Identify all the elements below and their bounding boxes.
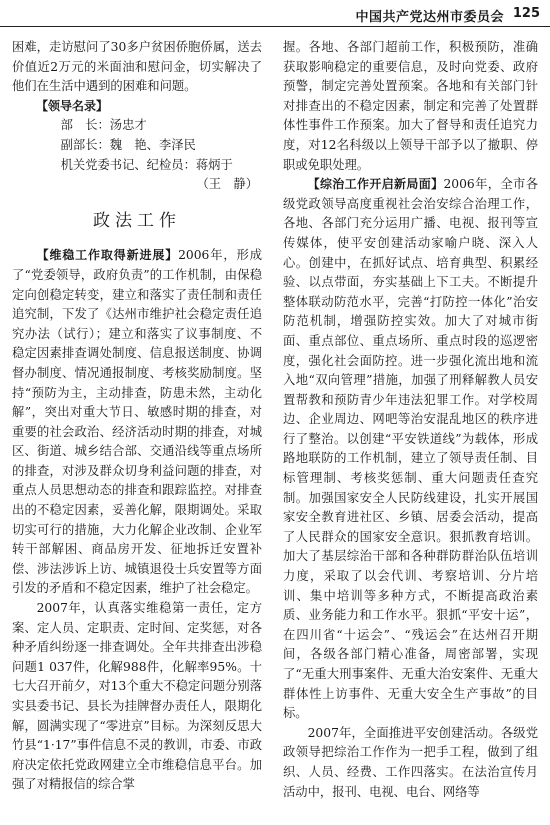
paragraph xyxy=(283,175,538,724)
paragraph-text: 2006年，全市各级党政领导高度重视社会治安综合治理工作，各地、各部门充分运用广播、电视、报刊等宣传媒体，使平安创建活动家喻户晓、深入人心。创建中，在抓好试点、培育典型、积累经验、以点带面，夯实基础上下工夫。不断提升整体联动防范水平，完善“打防控一体化”治安防范机制，增强防控实效。加大了对城市街面、重点部位、重点场所、重点时段的巡逻密度，强化社会面防控。进一步强化流出地和流入地“双向管理”措施，加强了刑释解教人员安置帮教和预防青少年违法犯罪工作。对学校周边、企业周边、网吧等治安混乱地区的秩序进行了整治。以创建“平安铁道线”为载体，形成路地联防的工作机制，建立了领导责任制、目标管理制、考核奖惩制、重大问题责任查究制。加强国家安全人民防线建设，扎实开展国家安全教育进社区、乡镇、居委会活动，提高了人民群众的国家安全意识。狠抓教育培训。加大了基层综治干部和各种群防群治队伍培训力度，采取了以会代训、考察培训、分片培训、集中培训等多种方式，不断提高政治素质、业务能力和工作水平。狠抓“平安十运”，在四川省“十运会”、“残运会”在达州召开期间，各级各部门精心准备，周密部署，实现了“无重大刑事案件、无重大治安案件、无重大群体性上访事件、无重大安全生产事故”的目标。 xyxy=(283,177,538,721)
left-column xyxy=(12,38,262,795)
paragraph-lead: 【综治工作开启新局面】 xyxy=(307,177,444,192)
leaders-heading: 【领导名录】 xyxy=(36,98,109,113)
paragraph: 2007年，认真落实维稳第一责任，定方案、定人员、定职责、定时间、定奖惩，对各种矛盾纠纷逐一排查调处。全年共排查出涉稳问题1 037件，化解988件，化解率95%。十七大召开前夕，对13个重大不稳定问题分别落实县委书记、县长为挂牌督办责任人，限期化解，圆满实现了“零进京”目标。为深刻反思大竹县“1·17”事件信息不灵的教训，市委、市政府决定依托党政网建立全市维稳信息平台。加强了对精报信的综合掌 xyxy=(12,601,262,792)
paragraph-text: 2006年，形成了“党委领导，政府负责”的工作机制，由保稳定向创稳定转变，建立和落实了责任制和责任追究制，下发了《达州市维护社会稳定责任追究办法（试行）；建立和落实了议事制度、不稳定因素排查调处制度、信息报送制度、协调督办制度、情况通报制度、考核奖励制度。坚持“预防为主，主动排查，防患未然，主动化解”，突出对重大节日、敏感时期的排查，对重要的社会政治、经济活动时期的排查，对城区、街道、城乡结合部、交通沿线等重点场所的排查，对涉及群众切身利益问题的排查，对重点人员思想动态的排查和跟踪监控。对排查出的不稳定因素，妥善化解，限期调处。采取切实可行的措施，大力化解企业改制、企业军转干部解困、商品房开发、征地拆迁安置补偿、涉法涉诉上访、城镇退役士兵安置等方面引发的矛盾和不稳定因素，维护了社会稳定。 xyxy=(12,248,262,596)
continued-paragraph: 困难，走访慰问了30多户贫困侨胞侨属，送去价值近2万元的米面油和慰问金，切实解决了他们在生活中遇到的困难和问题。 xyxy=(12,40,262,94)
running-header xyxy=(0,0,550,27)
author-credit: （王 静） xyxy=(196,177,258,192)
continued-paragraph: 握。各地、各部门超前工作，积极预防，准确获取影响稳定的重要信息，及时向党委、政府预警，制定完善处置预案。各地和有关部门针对排查出的不稳定因素，制定和完善了处置群体性事件工作预案。加大了督导和责任追究力度，对12名科级以上领导干部予以了撤职、停职或免职处理。 xyxy=(283,40,538,172)
right-column xyxy=(283,38,538,802)
paragraph: 2007年，全面推进平安创建活动。各级党政领导把综治工作作为一把手工程，做到了组织、人员、经费、工作四落实。在法治宣传月活动中，报刊、电视、电台、网络等 xyxy=(283,725,538,799)
paragraph-lead: 【维稳工作取得新进展】 xyxy=(36,248,179,263)
header-title: 中国共产党达州市委员会 xyxy=(355,10,504,25)
leader-line: 副部长：魏 艳、李泽民 xyxy=(60,137,196,152)
leader-line: 部 长：汤忠才 xyxy=(60,118,147,133)
page-number: 125 xyxy=(512,6,540,21)
leader-line: 机关党委书记、纪检员：蒋炳于 xyxy=(60,157,233,172)
section-title: 政法工作 xyxy=(93,210,181,231)
paragraph xyxy=(12,246,262,599)
